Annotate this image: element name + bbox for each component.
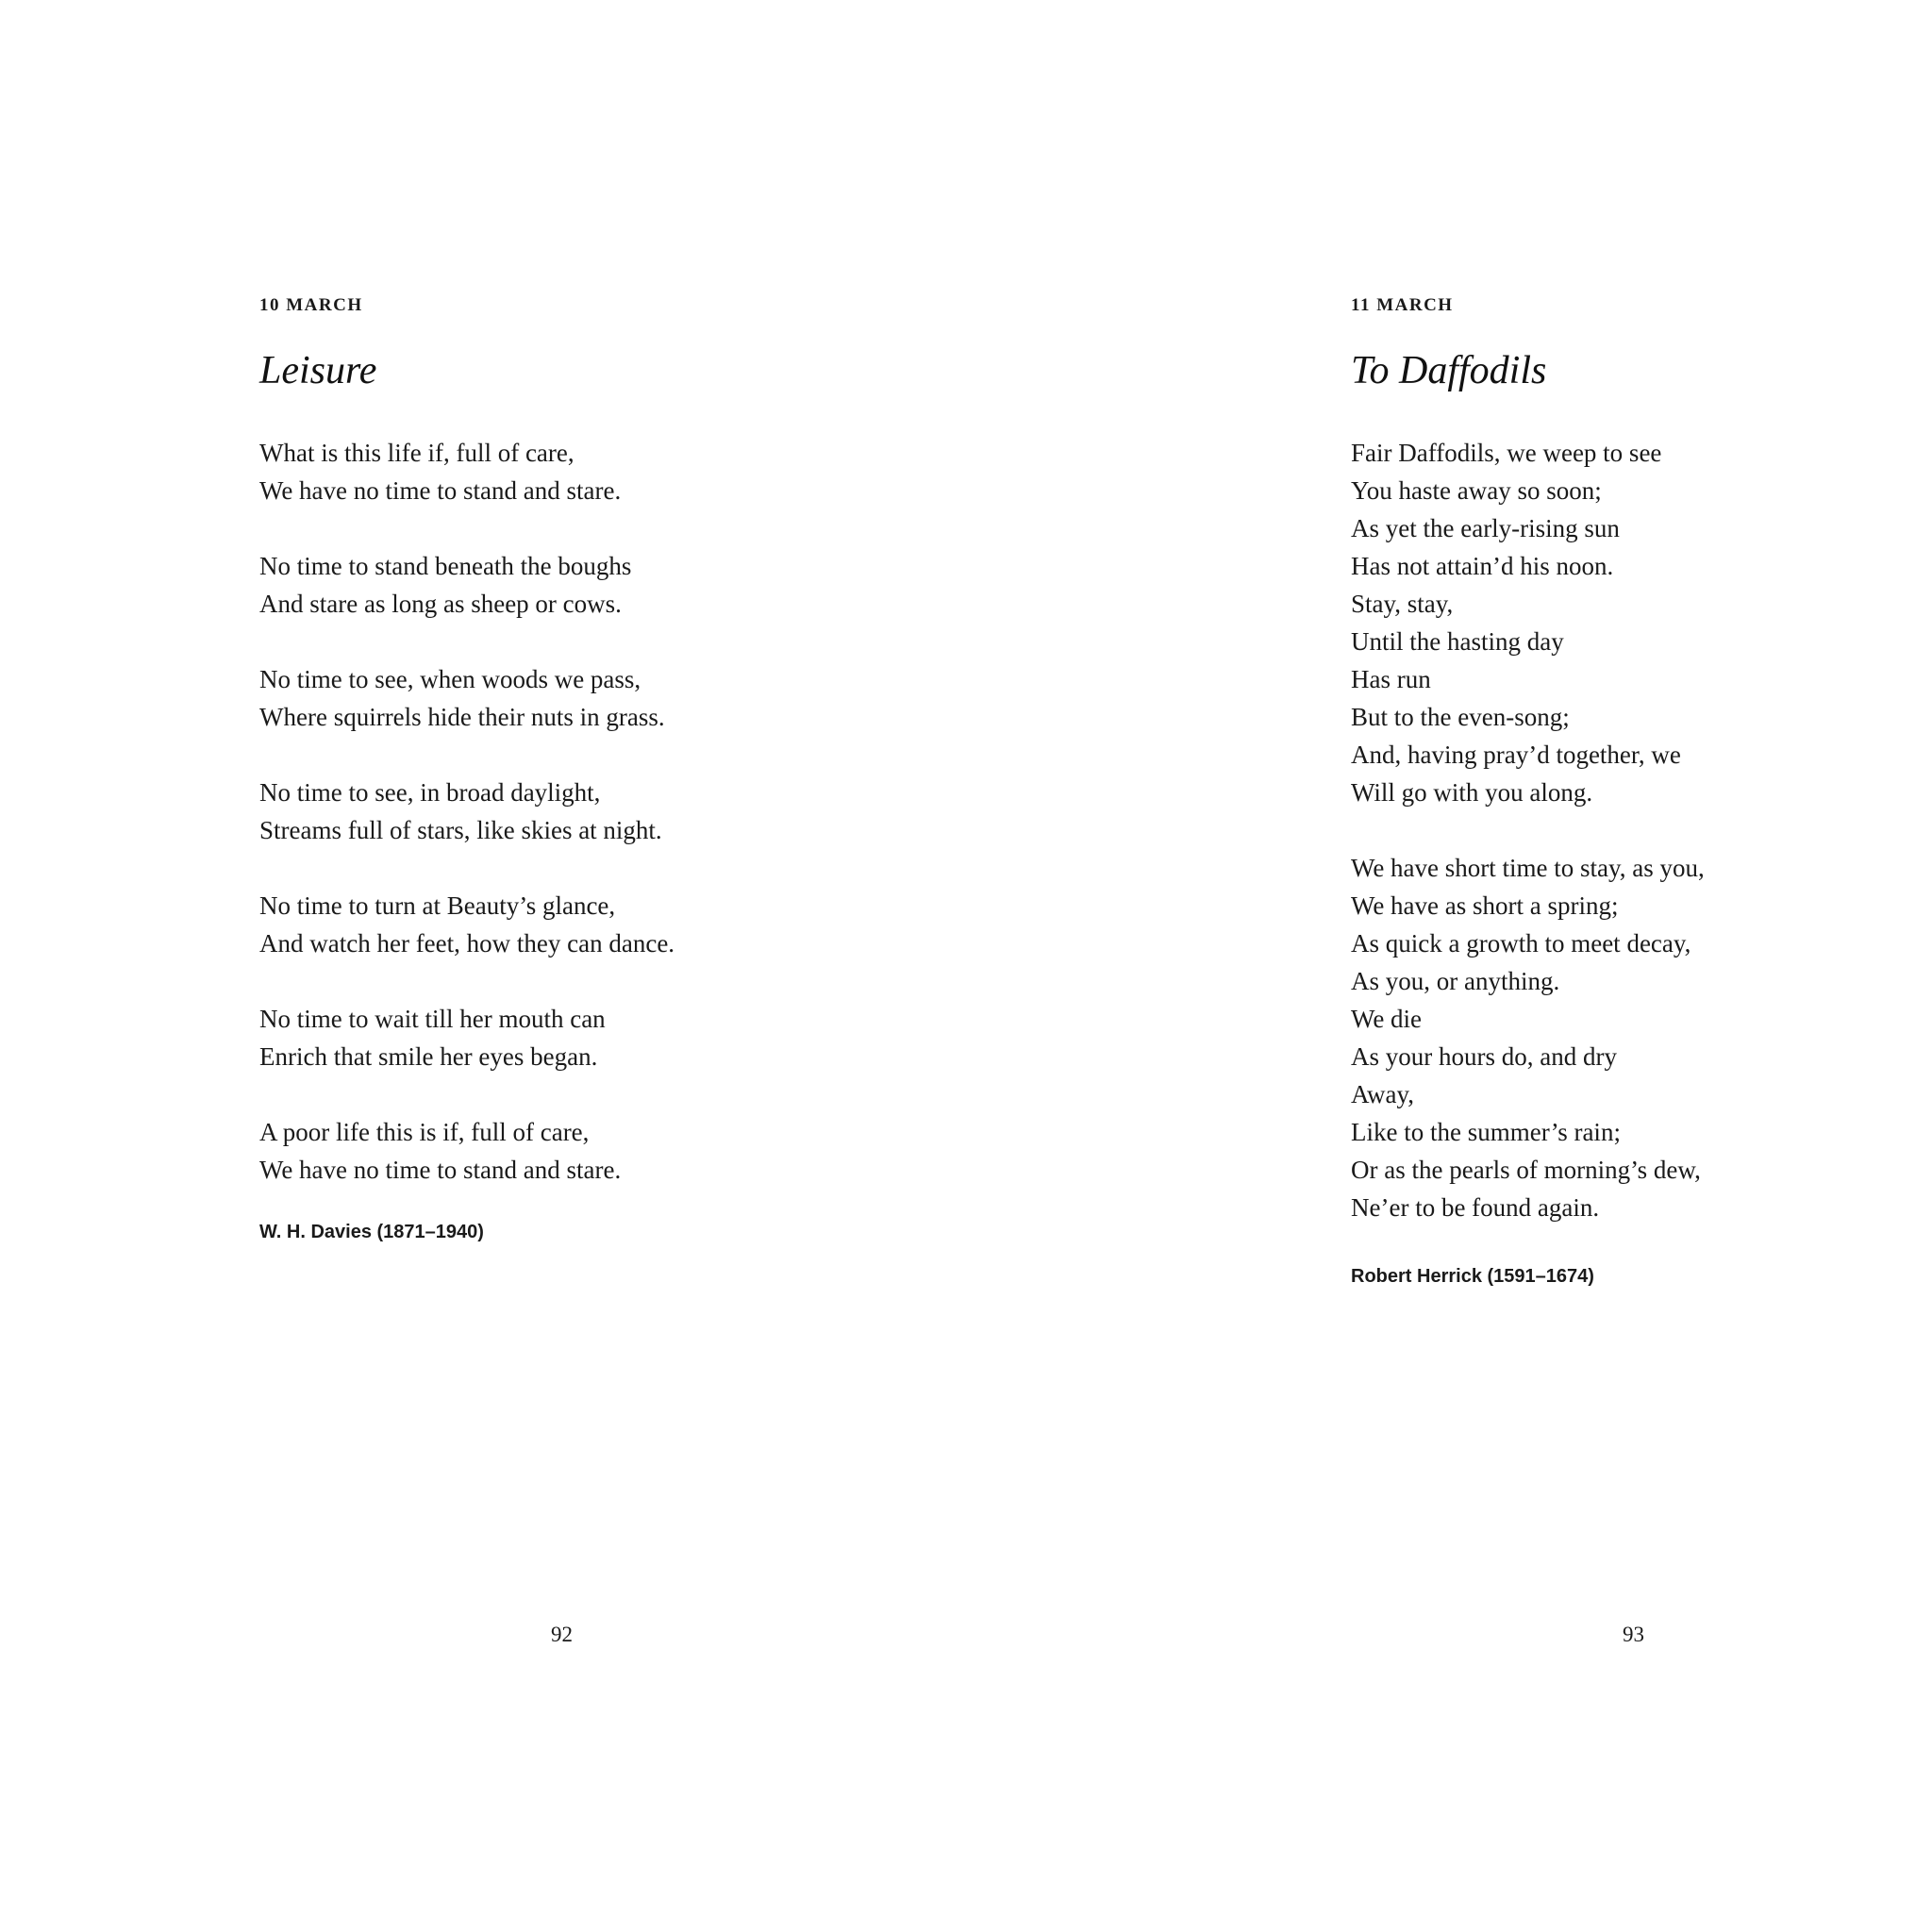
poem-line: As you, or anything. [1351,967,1560,995]
poem-line: As your hours do, and dry [1351,1042,1617,1071]
stanza [259,887,675,962]
poem-author: Robert Herrick (1591–1674) [1351,1266,1594,1287]
stanza [259,660,675,736]
poem-line: We have no time to stand and stare. [259,476,622,505]
poem-line: You haste away so soon; [1351,476,1602,505]
poem-line: As quick a growth to meet decay, [1351,929,1691,958]
poem-line: Will go with you along. [1351,778,1593,807]
poem-title: Leisure [259,349,377,392]
poem-line: Ne’er to be found again. [1351,1193,1600,1222]
poem-line: Stay, stay, [1351,590,1454,618]
poem-line: As yet the early-rising sun [1351,514,1620,542]
poem-line: And watch her feet, how they can dance. [259,929,675,958]
stanza [259,434,675,509]
poem-line: Has run [1351,665,1431,693]
poem-title: To Daffodils [1351,349,1547,392]
poem-line: We have as short a spring; [1351,891,1619,920]
poem-line: Like to the summer’s rain; [1351,1118,1621,1146]
stanza [259,1000,675,1075]
poem-line: A poor life this is if, full of care, [259,1118,590,1146]
page-number: 93 [1623,1623,1644,1646]
poem-line: And stare as long as sheep or cows. [259,590,622,618]
poem-line: And, having pray’d together, we [1351,741,1681,769]
poem-line: Where squirrels hide their nuts in grass. [259,703,665,731]
poem-line: Enrich that smile her eyes began. [259,1042,598,1071]
poem-line: No time to see, when woods we pass, [259,665,641,693]
poem-body [1351,434,1705,1264]
stanza [259,774,675,849]
poem-date: 11 MARCH [1351,295,1454,315]
poem-line: Fair Daffodils, we weep to see [1351,439,1662,467]
poem-line: No time to stand beneath the boughs [259,552,632,580]
poem-line: Until the hasting day [1351,627,1564,656]
poem-author: W. H. Davies (1871–1940) [259,1222,484,1242]
poem-line: We die [1351,1005,1423,1033]
poem-line: No time to wait till her mouth can [259,1005,606,1033]
poem-line: We have short time to stay, as you, [1351,854,1705,882]
poem-line: Or as the pearls of morning’s dew, [1351,1156,1701,1184]
poem-line: What is this life if, full of care, [259,439,575,467]
poem-body [259,434,675,1226]
stanza [259,1113,675,1189]
right-page [966,0,1932,1932]
stanza [259,547,675,623]
poem-line: But to the even-song; [1351,703,1570,731]
stanza [1351,434,1705,811]
poem-line: No time to see, in broad daylight, [259,778,601,807]
poem-line: Streams full of stars, like skies at night. [259,816,662,844]
poem-line: No time to turn at Beauty’s glance, [259,891,616,920]
poem-line: Has not attain’d his noon. [1351,552,1614,580]
poem-date: 10 MARCH [259,295,363,315]
stanza [1351,849,1705,1226]
poem-line: Away, [1351,1080,1414,1108]
poem-line: We have no time to stand and stare. [259,1156,622,1184]
page-number: 92 [551,1623,573,1646]
